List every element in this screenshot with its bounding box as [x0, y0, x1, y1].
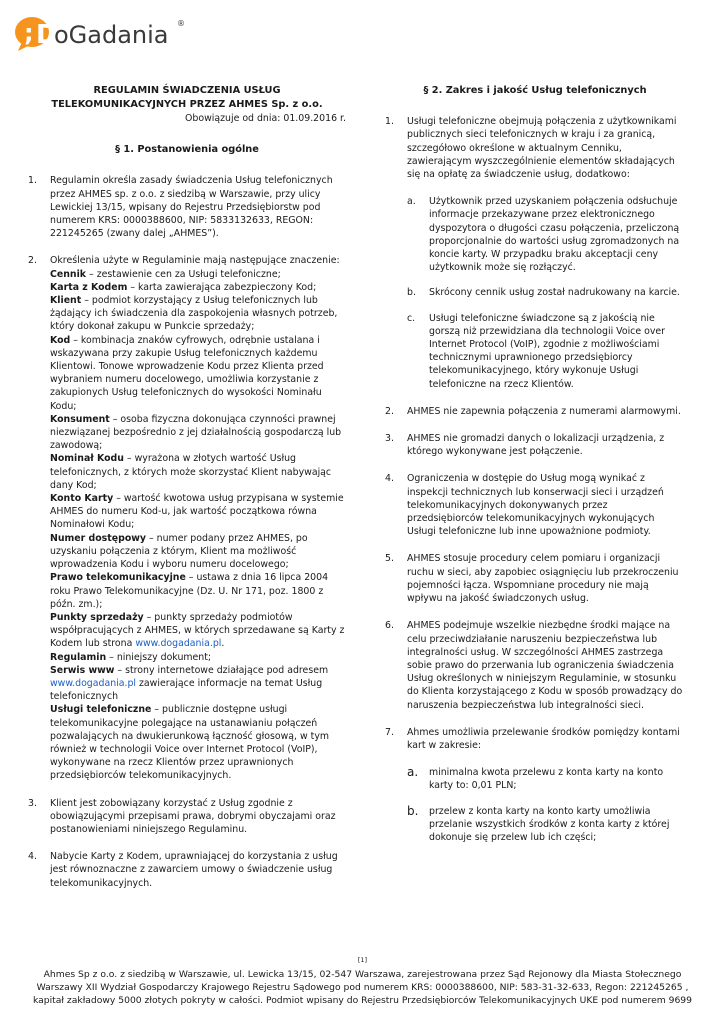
list-item: 6. AHMES podejmuje wszelkie niezbędne środki mające na celu przeciwdziałanie naruszeniu bezpieczeństwa lub integralności usług. W szczególności AHMES zastrzega sobie prawo do przerwania lub ograniczenia świadczenia Usług określonych w niniejszym Regulaminie, w stosunku do Klienta korzystającego z Kodu w sposób prowadzący do naruszenia bezpieczeństwa lub integralności sieci.: [385, 620, 683, 711]
definition: Cennik – zestawienie cen za Usługi telefoniczne;: [50, 268, 281, 280]
footer-line: Warszawy XII Wydział Gospodarczy Krajowego Rejestru Sądowego pod numerem KRS: 0000388600, NIP: 583-31-32-633, Regon: 221245265 ,: [36, 982, 689, 994]
sub-list-item: a. minimalna kwota przelewu z konta karty na konto karty to: 0,01 PLN;: [407, 765, 664, 792]
page-number: [1]: [357, 956, 368, 964]
sub-list-item: b. Skrócony cennik usług został nadrukowany na karcie.: [407, 287, 680, 299]
list-item: 2. AHMES nie zapewnia połączenia z numerami alarmowymi.: [385, 405, 681, 417]
definition: Klient – podmiot korzystający z Usług telefonicznych lub żądający ich świadczenia dla zaspokojenia własnych potrzeb, który dokonał zakupu w Punkcie sprzedaży;: [50, 295, 338, 333]
left-column: [28, 84, 346, 904]
footer-line: Ahmes Sp z o.o. z siedzibą w Warszawie, ul. Lewicka 13/15, 02-547 Warszawa, zarejestrowana przez Sąd Rejonowy dla Miasta Stołecznego: [43, 969, 682, 980]
dogadania-link[interactable]: www.dogadania.pl: [50, 677, 137, 689]
definition: Prawo telekomunikacyjne – ustawa z dnia 16 lipca 2004 roku Prawo Telekomunikacyjne (Dz. U. Nr 171, poz. 1800 z późn. zm.);: [50, 572, 329, 610]
sub-list: [407, 195, 685, 391]
definition: Kod – kombinacja znaków cyfrowych, odrębnie ustalana i wskazywana przy zakupie Usług telefonicznych każdemu Klientowi. Tonowe wprowadzenie Kodu przez Klienta przed wybraniem numeru docelowego, umożliwia korzystanie z zakupionych Usług telefonicznych do wysokości Nominału Kodu;: [50, 334, 324, 412]
footer-line: kapitał zakładowy 5000 złotych pokryty w całości. Podmiot wpisany do Rejestru Przedsiębiorców Telekomunikacyjnych UKE pod numerem 9699: [32, 995, 692, 1007]
logo-letter-d: D: [36, 20, 58, 50]
list-item: 1. Regulamin określa zasady świadczenia Usług telefonicznych przez AHMES sp. z o.o. z siedzibą w Warszawie, przy ulicy Lewickiej 13/15, wpisany do Rejestru Przedsiębiorstw pod numerem KRS: 0000388600, NIP: 5833132633, REGON: 221245265 (zwany dalej „AHMES”).: [28, 175, 333, 240]
list-item: 5. AHMES stosuje procedury celem pomiaru i organizacji ruchu w sieci, aby zapobiec osiągnięciu lub przekroczeniu pojemności łącza. Wspomniane procedury nie mają wpływu na jakość świadczonych usług.: [385, 553, 679, 605]
section-1-list: [28, 174, 346, 889]
section-1-heading: § 1. Postanowienia ogólne: [115, 144, 259, 156]
section-2-list: [385, 115, 685, 844]
right-column: [385, 84, 685, 858]
list-item: 4. Nabycie Karty z Kodem, uprawniającej do korzystania z usług jest równoznaczne z zawarciem umowy o świadczenie usług telekomunikacyjnych.: [28, 851, 338, 889]
sub-list-item: a. Użytkownik przed uzyskaniem połączenia odsłuchuje informacje przekazywane przez elektronicznego dyspozytora o długości czasu połączenia, przeliczoną proporcjonalnie do wartości usług zgromadzonych na koncie karty. W przypadku braku akceptacji ceny użytkownik może się rozłączyć.: [407, 196, 680, 274]
sub-list: [407, 766, 685, 844]
section-2-heading: § 2. Zakres i jakość Usług telefonicznych: [423, 85, 647, 96]
definition: Numer dostępowy – numer podany przez AHMES, po uzyskaniu połączenia z którym, Klient ma możliwość wprowadzenia Kodu i wyboru numeru docelowego;: [50, 532, 308, 571]
definition: Regulamin – niniejszy dokument;: [50, 651, 212, 663]
list-item: 2. Określenia użyte w Regulaminie mają następujące znaczenie: Cennik – zestawienie cen za Usługi telefoniczne; Karta z Kodem – karta zawierająca zabezpieczony Kod; Klient – podmiot korzystający z Usług telefonicznych lub żądający ich świadczenia dla zaspokojenia własnych potrzeb, który dokonał zakupu w Punkcie sprzedaży; Kod – kombinacja znaków cyfrowych, odrębnie ustalana i wskazywana przy zakupie Usług telefonicznych każdemu Klientowi. Tonowe wprowadzenie Kodu przez Klienta przed wybraniem numeru docelowego, umożliwia korzystanie z zakupionych Usług telefonicznych do wysokości Nominału Kodu; Konsument – osoba fizyczna dokonująca czynności prawnej niezwiązanej bezpośrednio z jej działalnością gospodarczą lub zawodową; Nominał Kodu – wyrażona w złotych wartość Usług telefonicznych, z których może skorzystać Klient nabywając dany Kod; Konto Karty – wartość kwotowa usług przypisana w systemie AHMES do numeru Kod-u, jak wartość początkowa równa Nominałowi Kodu; Numer dostępowy – numer podany przez AHMES, po uzyskaniu połączenia z którym, Klient ma możliwość wprowadzenia Kodu i wyboru numeru docelowego; Prawo telekomunikacyjne – ustawa z dnia 16 lipca 2004 roku Prawo Telekomunikacyjne (Dz. U. Nr 171, poz. 1800 z późn. zm.); Punkty sprzedaży – punkty sprzedaży podmiotów współpracujących z AHMES, w których sprzedawane są Karty z Kodem lub strona www.dogadania.pl. Regulamin – niniejszy dokument; Serwis www – strony internetowe działające pod adresem www.dogadania.pl zawierające informacje na temat Usług telefonicznych Usługi telefoniczne – publicznie dostępne usługi telekomunikacyjne polegające na ustanawianiu połączeń pozwalających na dwukierunkową łączność głosową, w tym również w technologii Voice over Internet Protocol (VoIP), wykonywane na rzecz Klientów przez uprawnionych przedsiębiorców telekomunikacyjnych.: [28, 255, 345, 782]
dogadania-link[interactable]: www.dogadania.pl: [135, 638, 222, 650]
footer: [8, 968, 717, 1008]
definition: Punkty sprzedaży – punkty sprzedaży podmiotów współpracujących z AHMES, w których sprzedawane są Karty z Kodem lub strona www.dogadania.pl.: [50, 611, 345, 650]
list-item: 1. Usługi telefoniczne obejmują połączenia z użytkownikami publicznych sieci telefonicznych w kraju i za granicą, szczegółowo określone w aktualnym Cenniku, zawierającym wyszczególnienie elementów składających się na opłatę za świadczenie usług, dodatkowo: a. Użytkownik przed uzyskaniem połączenia odsłuchuje informacje przekazywane przez elektronicznego dyspozytora o długości czasu połączenia, przeliczoną proporcjonalnie do wartości usług zgromadzonych na koncie karty. W przypadku braku akceptacji ceny użytkownik może się rozłączyć. b. Skrócony cennik usług został nadrukowany na karcie. c. Usługi telefoniczne świadczone są z jakością nie gorszą niż przewidziana dla technologii Voice over Internet Protocol (VoIP), zgodnie z możliwościami technicznymi uprawnionego przedsiębiorcy telekomunikacyjnego, który wykonuje Usługi telefoniczne na rzecz Klientów.: [385, 115, 685, 391]
definition: Karta z Kodem – karta zawierająca zabezpieczony Kod;: [50, 281, 317, 293]
effective-date: Obowiązuje od dnia: 01.09.2016 r.: [185, 113, 346, 124]
sub-list-item: b. przelew z konta karty na konto karty umożliwia przelanie wszystkich środków z konta karty z której dokonuje się przelew lub ich części;: [407, 803, 670, 843]
definition: Serwis www – strony internetowe działające pod adresem www.dogadania.pl zawierające informacje na temat Usług telefonicznych: [50, 664, 329, 703]
definition: Nominał Kodu – wyrażona w złotych wartość Usług telefonicznych, z których może skorzystać Klient nabywając dany Kod;: [50, 453, 332, 491]
regulation-title-line2: TELEKOMUNIKACYJNYCH PRZEZ AHMES Sp. z o.o.: [51, 99, 323, 110]
list-item: 7. Ahmes umożliwia przelewanie środków pomiędzy kontami kart w zakresie: a. minimalna kwota przelewu z konta karty na konto karty to: 0,01 PLN; b. przelew z konta karty na konto karty umożliwia przelanie wszystkich środków z konta karty z której dokonuje się przelew lub ich części;: [385, 726, 685, 844]
logo-registered: ®: [177, 19, 185, 28]
definition: Konto Karty – wartość kwotowa usług przypisana w systemie AHMES do numeru Kod-u, jak wartość początkowa równa Nominałowi Kodu;: [50, 493, 344, 531]
regulation-title-line1: REGULAMIN ŚWIADCZENIA USŁUG: [93, 85, 281, 96]
definition: Konsument – osoba fizyczna dokonująca czynności prawnej niezwiązanej bezpośrednio z jej działalnością gospodarczą lub zawodową;: [50, 413, 342, 452]
definition: Usługi telefoniczne – publicznie dostępne usługi telekomunikacyjne polegające na ustanawianiu połączeń pozwalających na dwukierunkową łączność głosową, w tym również w technologii Voice over Internet Protocol (VoIP), wykonywane na rzecz Klientów przez uprawnionych przedsiębiorców telekomunikacyjnych.: [50, 704, 330, 782]
list-item: 4. Ograniczenia w dostępie do Usług mogą wynikać z inspekcji technicznych lub konserwacji sieci i urządzeń telekomunikacyjnych dokonywanych przez przedsiębiorców telekomunikacyjnych wykonujących Usługi telefoniczne lub inne upoważnione podmioty.: [385, 473, 664, 538]
logo-text: oGadania: [54, 21, 169, 49]
list-item: 3. AHMES nie gromadzi danych o lokalizacji urządzenia, z którego wykonywane jest połączenie.: [385, 433, 665, 458]
list-item: 3. Klient jest zobowiązany korzystać z Usług zgodnie z obowiązującymi przepisami prawa, dobrymi obyczajami oraz postanowieniami niniejszego Regulaminu.: [28, 797, 336, 835]
sub-list-item: c. Usługi telefoniczne świadczone są z jakością nie gorszą niż przewidziana dla technologii Voice over Internet Protocol (VoIP), zgodnie z możliwościami technicznymi uprawnionego przedsiębiorcy telekomunikacyjnego, który wykonuje Usługi telefoniczne na rzecz Klientów.: [407, 312, 665, 390]
dogadania-logo: [14, 14, 189, 54]
logo-mark: ;: [24, 19, 34, 47]
